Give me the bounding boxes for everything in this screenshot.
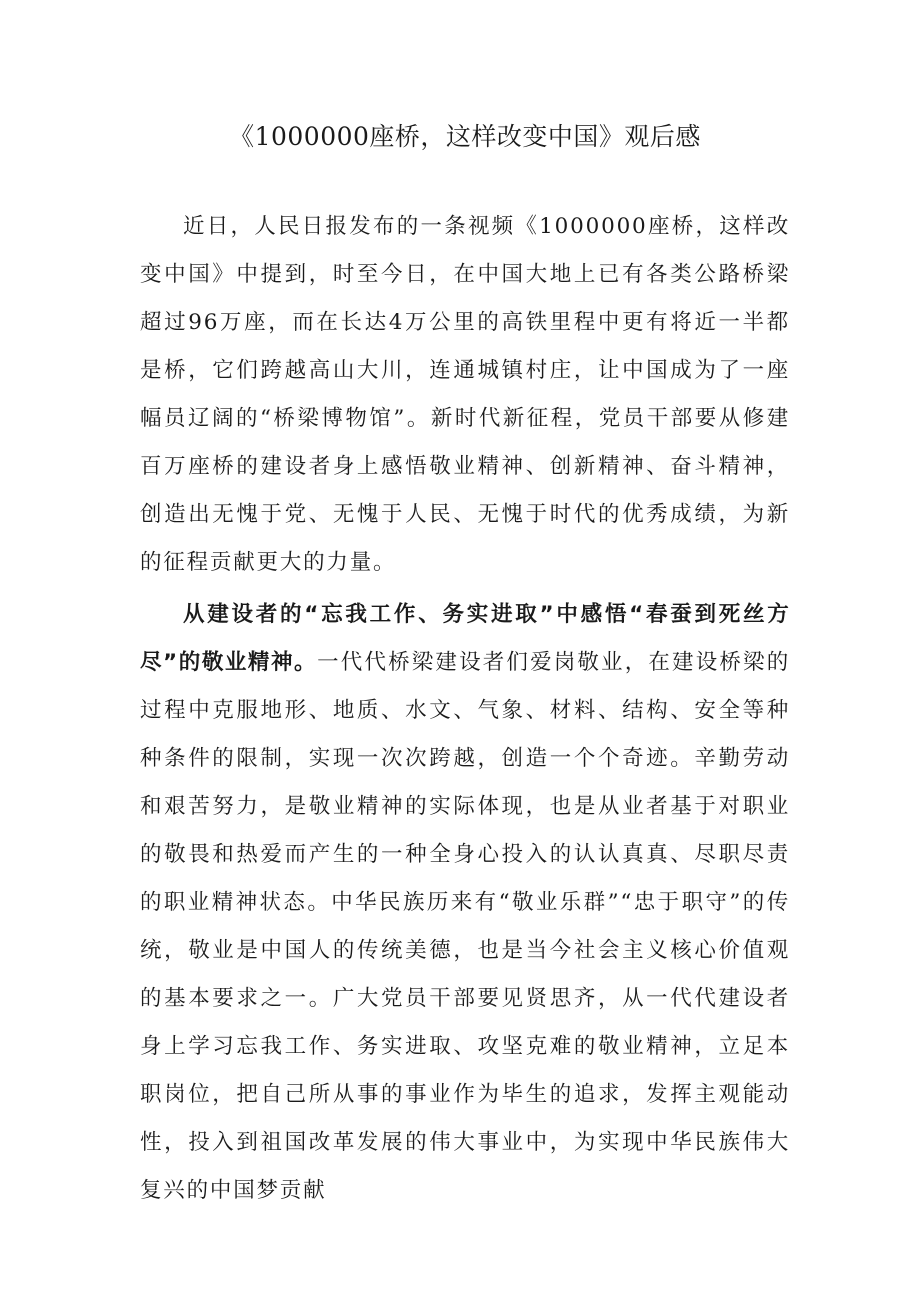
paragraph-dedication — [140, 591, 790, 1215]
paragraph-intro: 近日，人民日报发布的一条视频《1000000座桥，这样改变中国》中提到，时至今日，在中国大地上已有各类公路桥梁超过96万座，而在长达4万公里的高铁里程中更有将近一半都是桥，它们跨越高山大川，连通城镇村庄，让中国成为了一座幅员辽阔的“桥梁博物馆”。新时代新征程，党员干部要从修建百万座桥的建设者身上感悟敬业精神、创新精神、奋斗精神，创造出无愧于党、无愧于人民、无愧于时代的优秀成绩，为新的征程贡献更大的力量。 — [140, 214, 790, 575]
paragraph-lead-heading: 从建设者的“忘我工作、务实进取”中感悟“春蚕到死丝方尽”的敬业精神。 — [140, 602, 790, 675]
document-title: 《1000000座桥，这样改变中国》观后感 — [229, 122, 701, 151]
paragraph-body-text: 一代代桥梁建设者们爱岗敬业，在建设桥梁的过程中克服地形、地质、水文、气象、材料、结构、安全等种种条件的限制，实现一次次跨越，创造一个个奇迹。辛勤劳动和艰苦努力，是敬业精神的实际体现，也是从业者基于对职业的敬畏和热爱而产生的一种全身心投入的认认真真、尽职尽责的职业精神状态。中华民族历来有“敬业乐群”“忠于职守”的传统，敬业是中国人的传统美德，也是当今社会主义核心价值观的基本要求之一。广大党员干部要见贤思齐，从一代代建设者身上学习忘我工作、务实进取、攻坚克难的敬业精神，立足本职岗位，把自己所从事的事业作为毕生的追求，发挥主观能动性，投入到祖国改革发展的伟大事业中，为实现中华民族伟大复兴的中国梦贡献 — [140, 650, 790, 1203]
